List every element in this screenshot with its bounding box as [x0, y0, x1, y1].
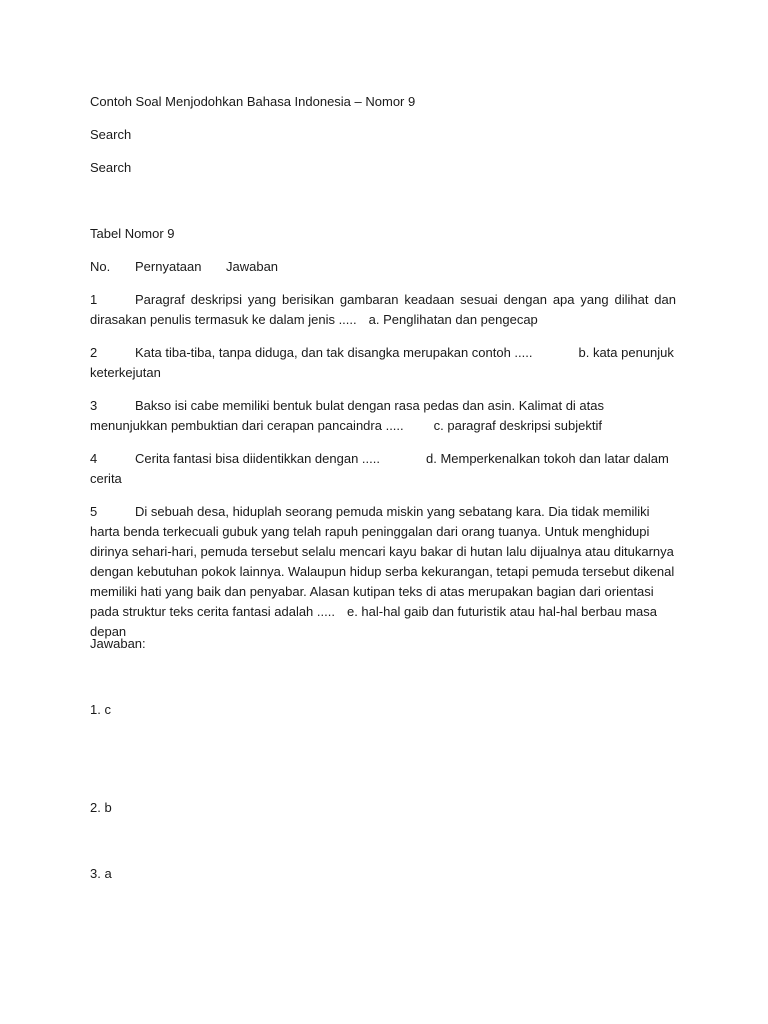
table-row [90, 449, 676, 489]
header-statement: Pernyataan [135, 259, 202, 274]
row-answer: c. paragraf deskripsi subjektif [433, 418, 602, 433]
answer-item: 3. a [90, 866, 112, 881]
row-statement: Cerita fantasi bisa diidentikkan dengan ..... [135, 451, 380, 466]
row-number: 5 [90, 504, 98, 519]
table-header [90, 259, 490, 275]
answer-item: 2. b [90, 800, 112, 815]
answers-heading: Jawaban: [90, 636, 146, 651]
table-row [90, 502, 676, 642]
row-answer: d. Memperkenalkan tokoh dan latar dalam cerita [90, 451, 669, 486]
table-row [90, 396, 676, 436]
row-answer: e. hal-hal gaib dan futuristik atau hal-hal berbau masa depan [90, 604, 657, 639]
header-answer: Jawaban [226, 259, 279, 274]
row-number: 2 [90, 345, 98, 360]
header-no: No. [90, 259, 111, 274]
search-link-2[interactable]: Search [90, 160, 132, 175]
row-answer: b. kata penunjuk keterkejutan [90, 345, 674, 380]
row-statement: Paragraf deskripsi yang berisikan gambaran keadaan sesuai dengan apa yang dilihat dan dirasakan penulis termasuk ke dalam jenis ..... [90, 292, 676, 327]
row-statement: Kata tiba-tiba, tanpa diduga, dan tak disangka merupakan contoh ..... [135, 345, 533, 360]
search-link-1[interactable]: Search [90, 127, 132, 142]
page-title: Contoh Soal Menjodohkan Bahasa Indonesia – Nomor 9 [90, 94, 416, 109]
table-title: Tabel Nomor 9 [90, 226, 175, 241]
row-statement: Bakso isi cabe memiliki bentuk bulat dengan rasa pedas dan asin. Kalimat di atas menunjukkan pembuktian dari cerapan pancaindra ..... [90, 398, 604, 433]
row-number: 1 [90, 292, 98, 307]
row-number: 4 [90, 451, 98, 466]
row-statement: Di sebuah desa, hiduplah seorang pemuda miskin yang sebatang kara. Dia tidak memiliki harta benda terkecuali gubuk yang telah rapuh peninggalan dari orang tuanya. Untuk menghidupi dirinya sehari-hari, pemuda tersebut selalu mencari kayu bakar di hutan lalu dijualnya atau ditukarnya dengan kebutuhan pokok lainnya. Walaupun hidup serba kekurangan, tetapi pemuda tersebut dikenal memiliki hati yang baik dan penyabar. Alasan kutipan teks di atas merupakan bagian dari orientasi pada struktur teks cerita fantasi adalah ..... [90, 504, 675, 619]
table-row [90, 290, 676, 330]
answer-item: 1. c [90, 702, 111, 717]
row-number: 3 [90, 398, 98, 413]
row-answer: a. Penglihatan dan pengecap [368, 312, 538, 327]
table-row [90, 343, 676, 383]
